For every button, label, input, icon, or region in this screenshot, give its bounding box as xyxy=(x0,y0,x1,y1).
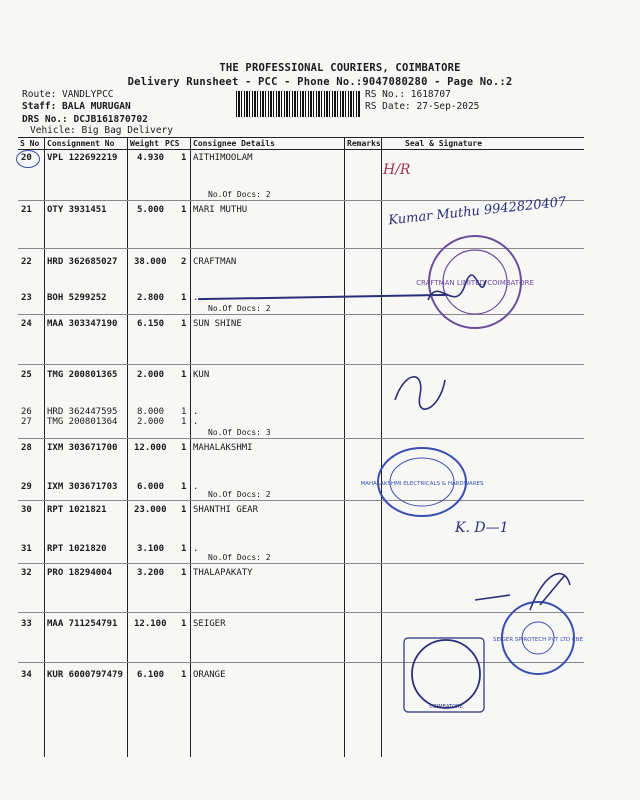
weight: 12.000 xyxy=(134,443,167,453)
consignment-no: IXM 303671700 xyxy=(47,443,118,453)
row-divider xyxy=(18,438,584,439)
col-divider xyxy=(44,137,45,757)
consignee: . xyxy=(193,407,199,417)
docs-count: No.Of Docs: 2 xyxy=(208,190,271,199)
pcs: 1 xyxy=(181,544,187,554)
consignment-no: TMG 200801365 xyxy=(47,370,118,380)
signature-scribble xyxy=(420,270,490,320)
docs-count: No.Of Docs: 2 xyxy=(208,490,271,499)
consignee: KUN xyxy=(193,370,210,380)
consignment-no: OTY 3931451 xyxy=(47,205,107,215)
docs-count: No.Of Docs: 2 xyxy=(208,553,271,562)
sno: 22 xyxy=(21,257,32,267)
consignment-no: RPT 1021821 xyxy=(47,505,107,515)
vehicle-label: Vehicle: Big Bag Delivery xyxy=(30,125,173,136)
orange-stamp xyxy=(398,632,490,716)
pcs: 1 xyxy=(181,407,187,417)
pcs: 1 xyxy=(181,370,187,380)
col-sno: S No xyxy=(20,139,40,148)
col-divider xyxy=(190,137,191,757)
sno: 26 xyxy=(21,407,32,417)
signature-scribble xyxy=(470,560,580,620)
row-divider xyxy=(18,662,584,663)
circled-sno-mark xyxy=(16,150,40,168)
docs-count: No.Of Docs: 3 xyxy=(208,428,271,437)
sno: 34 xyxy=(21,670,32,680)
pcs: 1 xyxy=(181,482,187,492)
weight: 2.000 xyxy=(137,417,165,427)
table-header-rule xyxy=(18,149,584,150)
col-consignee: Consignee Details xyxy=(193,139,275,148)
col-divider xyxy=(127,137,128,757)
weight: 4.930 xyxy=(137,153,165,163)
pcs: 1 xyxy=(181,619,187,629)
consignee: SUN SHINE xyxy=(193,319,242,329)
stamp-text: MAHALAKSHMI ELECTRICALS & HARDWARES xyxy=(360,481,484,487)
consignment-no: VPL 122692219 xyxy=(47,153,118,163)
consignee: . xyxy=(193,482,199,492)
consignee: MARI MUTHU xyxy=(193,205,248,215)
sno: 28 xyxy=(21,443,32,453)
row-divider xyxy=(18,364,584,365)
consignee: THALAPAKATY xyxy=(193,568,253,578)
row-divider xyxy=(18,500,584,501)
consignment-no: HRD 362685027 xyxy=(47,257,118,267)
consignee: ORANGE xyxy=(193,670,226,680)
rs-date: RS Date: 27-Sep-2025 xyxy=(365,101,480,112)
signature-scribble xyxy=(385,360,455,420)
weight: 6.100 xyxy=(137,670,165,680)
sno: 20 xyxy=(21,153,32,163)
pcs: 1 xyxy=(181,417,187,427)
pcs: 1 xyxy=(181,293,187,303)
consignment-no: HRD 362447595 xyxy=(47,407,118,417)
weight: 3.200 xyxy=(137,568,165,578)
weight: 5.000 xyxy=(137,205,165,215)
runsheet-barcode xyxy=(236,91,361,117)
sno: 32 xyxy=(21,568,32,578)
stamp-text: CRAFTMAN LIMITED COIMBATORE xyxy=(416,279,534,287)
col-seal: Seal & Signature xyxy=(405,139,483,148)
consignment-no: KUR 6000797479 xyxy=(47,670,123,680)
sno: 30 xyxy=(21,505,32,515)
col-consignment: Consignment No xyxy=(47,139,115,148)
weight: 2.800 xyxy=(137,293,165,303)
stamp-text: COIMBATORE xyxy=(429,704,463,710)
consignee: CRAFTMAN xyxy=(193,257,237,267)
consignee: SEIGER xyxy=(193,619,226,629)
docs-count: No.Of Docs: 2 xyxy=(208,304,271,313)
stamp-text: SEIGER SPIROTECH PVT LTD CBE xyxy=(493,637,583,643)
drs-number: DRS No.: DCJB161870702 xyxy=(22,114,148,125)
pcs: 1 xyxy=(181,505,187,515)
sno: 33 xyxy=(21,619,32,629)
sno: 25 xyxy=(21,370,32,380)
route-label: Route: VANDLYPCC xyxy=(22,89,114,100)
consignment-no: PRO 18294004 xyxy=(47,568,113,578)
consignment-no: MAA 711254791 xyxy=(47,619,118,629)
pcs: 1 xyxy=(181,670,187,680)
col-pcs: PCS xyxy=(165,139,180,148)
mahalakshmi-stamp xyxy=(360,442,484,522)
consignment-no: BOH 5299252 xyxy=(47,293,107,303)
sno: 29 xyxy=(21,482,32,492)
sno: 21 xyxy=(21,205,32,215)
signature-handwriting: Kumar Muthu 9942820407 xyxy=(387,194,568,229)
consignment-no: IXM 303671703 xyxy=(47,482,118,492)
signature-handwriting: K. D—1 xyxy=(455,520,509,536)
consignment-no: RPT 1021820 xyxy=(47,544,107,554)
pcs: 2 xyxy=(181,257,187,267)
staff-label: Staff: BALA MURUGAN xyxy=(22,101,131,112)
col-divider xyxy=(344,137,345,757)
consignment-no: TMG 200801364 xyxy=(47,417,118,427)
weight: 2.000 xyxy=(137,370,165,380)
consignee: . xyxy=(193,293,199,303)
col-divider xyxy=(381,137,382,757)
pcs: 1 xyxy=(181,153,187,163)
pcs: 1 xyxy=(181,443,187,453)
remark-handwriting: H/R xyxy=(383,162,411,178)
weight: 6.000 xyxy=(137,482,165,492)
weight: 12.100 xyxy=(134,619,167,629)
consignee: SHANTHI GEAR xyxy=(193,505,259,515)
weight: 3.100 xyxy=(137,544,165,554)
weight: 6.150 xyxy=(137,319,165,329)
pen-stroke xyxy=(198,294,448,300)
consignee: . xyxy=(193,417,199,427)
weight: 38.000 xyxy=(134,257,167,267)
col-weight: Weight xyxy=(130,139,159,148)
col-remarks: Remarks xyxy=(347,139,381,148)
pcs: 1 xyxy=(181,568,187,578)
consignee: AITHIMOOLAM xyxy=(193,153,253,163)
consignee: . xyxy=(193,544,199,554)
weight: 8.000 xyxy=(137,407,165,417)
pcs: 1 xyxy=(181,205,187,215)
rs-number: RS No.: 1618707 xyxy=(365,89,451,100)
consignee: MAHALAKSHMI xyxy=(193,443,253,453)
pcs: 1 xyxy=(181,319,187,329)
sno: 23 xyxy=(21,293,32,303)
sno: 27 xyxy=(21,417,32,427)
table-top-rule xyxy=(18,137,584,138)
weight: 23.000 xyxy=(134,505,167,515)
consignment-no: MAA 303347190 xyxy=(47,319,118,329)
sno: 24 xyxy=(21,319,32,329)
runsheet-subtitle: Delivery Runsheet - PCC - Phone No.:9047080280 - Page No.:2 xyxy=(127,76,513,88)
sno: 31 xyxy=(21,544,32,554)
company-title: THE PROFESSIONAL COURIERS, COIMBATORE xyxy=(219,62,461,74)
